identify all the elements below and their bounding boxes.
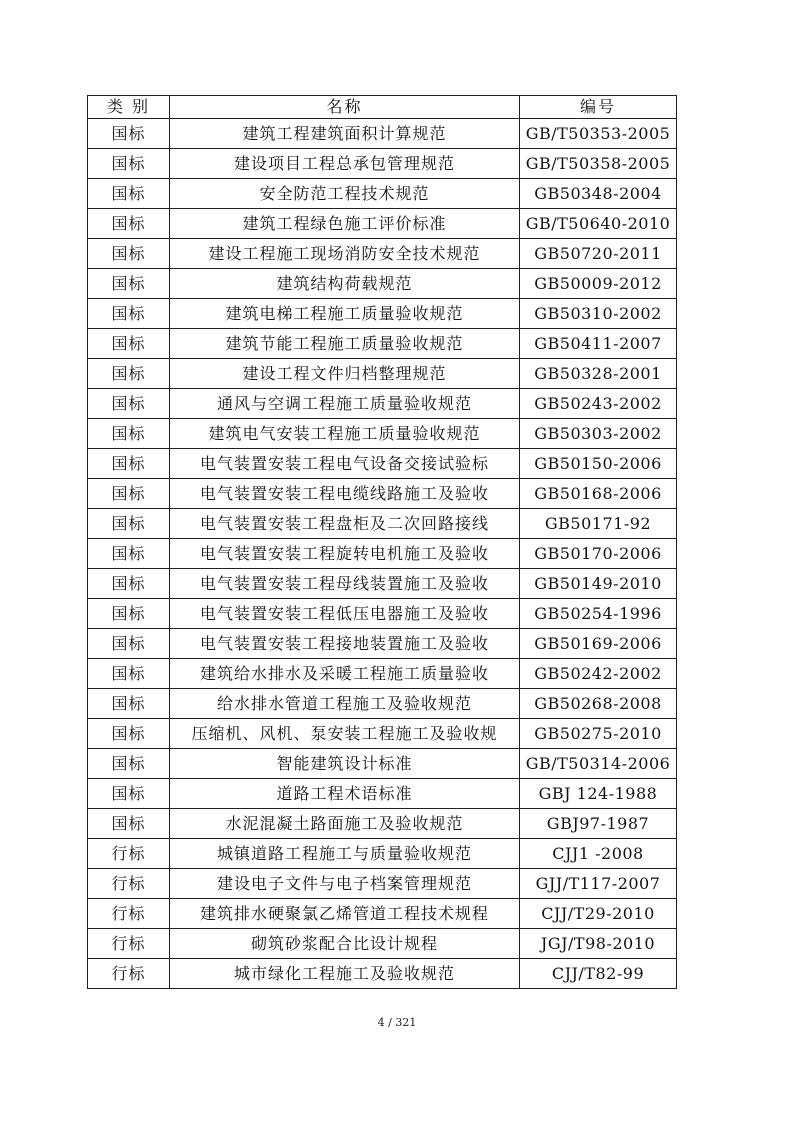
table-row xyxy=(88,479,677,509)
cell-code: CJJ/T29-2010 xyxy=(520,899,677,929)
cell-name: 建筑工程建筑面积计算规范 xyxy=(170,119,520,149)
cell-name: 建设工程文件归档整理规范 xyxy=(170,359,520,389)
cell-name: 电气装置安装工程旋转电机施工及验收 xyxy=(170,539,520,569)
table-row xyxy=(88,449,677,479)
cell-category: 国标 xyxy=(88,299,170,329)
table-row xyxy=(88,119,677,149)
cell-name: 城市绿化工程施工及验收规范 xyxy=(170,959,520,989)
standards-table xyxy=(87,95,677,989)
table-row xyxy=(88,239,677,269)
table-row xyxy=(88,689,677,719)
cell-name: 城镇道路工程施工与质量验收规范 xyxy=(170,839,520,869)
table-row xyxy=(88,389,677,419)
cell-name: 建筑电梯工程施工质量验收规范 xyxy=(170,299,520,329)
cell-category: 国标 xyxy=(88,389,170,419)
cell-code: GB50243-2002 xyxy=(520,389,677,419)
table-row xyxy=(88,209,677,239)
cell-code: GB50169-2006 xyxy=(520,629,677,659)
cell-category: 国标 xyxy=(88,179,170,209)
cell-name: 电气装置安装工程低压电器施工及验收 xyxy=(170,599,520,629)
table-row xyxy=(88,629,677,659)
cell-code: GB50009-2012 xyxy=(520,269,677,299)
cell-name: 电气装置安装工程盘柜及二次回路接线 xyxy=(170,509,520,539)
cell-category: 国标 xyxy=(88,719,170,749)
cell-code: GBJ 124-1988 xyxy=(520,779,677,809)
cell-category: 国标 xyxy=(88,659,170,689)
table-row xyxy=(88,569,677,599)
cell-category: 行标 xyxy=(88,929,170,959)
cell-category: 国标 xyxy=(88,599,170,629)
table-row xyxy=(88,659,677,689)
cell-category: 行标 xyxy=(88,869,170,899)
table-row xyxy=(88,809,677,839)
table-row xyxy=(88,929,677,959)
cell-category: 国标 xyxy=(88,749,170,779)
cell-name: 建筑工程绿色施工评价标准 xyxy=(170,209,520,239)
cell-code: GB50242-2002 xyxy=(520,659,677,689)
cell-code: GB50720-2011 xyxy=(520,239,677,269)
table-row xyxy=(88,359,677,389)
cell-category: 行标 xyxy=(88,959,170,989)
cell-code: GB50411-2007 xyxy=(520,329,677,359)
table-body xyxy=(88,119,677,989)
table-row xyxy=(88,179,677,209)
cell-category: 国标 xyxy=(88,449,170,479)
cell-code: GB50150-2006 xyxy=(520,449,677,479)
cell-name: 砌筑砂浆配合比设计规程 xyxy=(170,929,520,959)
cell-code: GBJ97-1987 xyxy=(520,809,677,839)
cell-category: 国标 xyxy=(88,269,170,299)
table-row xyxy=(88,539,677,569)
cell-name: 给水排水管道工程施工及验收规范 xyxy=(170,689,520,719)
cell-category: 国标 xyxy=(88,419,170,449)
table-row xyxy=(88,959,677,989)
cell-code: GB50170-2006 xyxy=(520,539,677,569)
cell-category: 国标 xyxy=(88,239,170,269)
cell-code: GJJ/T117-2007 xyxy=(520,869,677,899)
cell-name: 电气装置安装工程母线装置施工及验收 xyxy=(170,569,520,599)
cell-name: 建筑节能工程施工质量验收规范 xyxy=(170,329,520,359)
table-row xyxy=(88,269,677,299)
cell-code: GB50168-2006 xyxy=(520,479,677,509)
table-row xyxy=(88,839,677,869)
cell-code: GB/T50358-2005 xyxy=(520,149,677,179)
cell-category: 国标 xyxy=(88,209,170,239)
table-row xyxy=(88,749,677,779)
cell-category: 国标 xyxy=(88,809,170,839)
cell-name: 建筑电气安装工程施工质量验收规范 xyxy=(170,419,520,449)
cell-code: GB50275-2010 xyxy=(520,719,677,749)
table-row xyxy=(88,719,677,749)
cell-category: 国标 xyxy=(88,119,170,149)
table-row xyxy=(88,779,677,809)
cell-code: GB50348-2004 xyxy=(520,179,677,209)
cell-name: 电气装置安装工程电缆线路施工及验收 xyxy=(170,479,520,509)
cell-code: GB/T50353-2005 xyxy=(520,119,677,149)
cell-name: 安全防范工程技术规范 xyxy=(170,179,520,209)
cell-name: 电气装置安装工程电气设备交接试验标 xyxy=(170,449,520,479)
cell-category: 国标 xyxy=(88,779,170,809)
table-row xyxy=(88,509,677,539)
table-header-row xyxy=(88,96,677,119)
cell-category: 国标 xyxy=(88,479,170,509)
table-row xyxy=(88,419,677,449)
table-row xyxy=(88,599,677,629)
cell-code: GB/T50314-2006 xyxy=(520,749,677,779)
cell-category: 国标 xyxy=(88,509,170,539)
page-number: 4 / 321 xyxy=(377,1016,417,1029)
cell-category: 国标 xyxy=(88,689,170,719)
cell-name: 智能建筑设计标准 xyxy=(170,749,520,779)
cell-code: GB50310-2002 xyxy=(520,299,677,329)
cell-name: 建筑排水硬聚氯乙烯管道工程技术规程 xyxy=(170,899,520,929)
cell-category: 国标 xyxy=(88,149,170,179)
cell-category: 国标 xyxy=(88,359,170,389)
header-category: 类 别 xyxy=(88,96,170,119)
cell-code: GB50171-92 xyxy=(520,509,677,539)
cell-name: 水泥混凝土路面施工及验收规范 xyxy=(170,809,520,839)
cell-name: 通风与空调工程施工质量验收规范 xyxy=(170,389,520,419)
cell-code: JGJ/T98-2010 xyxy=(520,929,677,959)
cell-name: 压缩机、风机、泵安装工程施工及验收规 xyxy=(170,719,520,749)
cell-code: GB50303-2002 xyxy=(520,419,677,449)
cell-category: 行标 xyxy=(88,899,170,929)
cell-name: 建筑给水排水及采暖工程施工质量验收 xyxy=(170,659,520,689)
cell-name: 电气装置安装工程接地装置施工及验收 xyxy=(170,629,520,659)
header-code: 编号 xyxy=(520,96,677,119)
cell-code: CJJ/T82-99 xyxy=(520,959,677,989)
cell-category: 国标 xyxy=(88,539,170,569)
cell-name: 建筑结构荷载规范 xyxy=(170,269,520,299)
table-row xyxy=(88,869,677,899)
cell-code: GB50254-1996 xyxy=(520,599,677,629)
cell-code: GB/T50640-2010 xyxy=(520,209,677,239)
cell-category: 国标 xyxy=(88,569,170,599)
table-row xyxy=(88,149,677,179)
cell-name: 建设电子文件与电子档案管理规范 xyxy=(170,869,520,899)
cell-code: GB50149-2010 xyxy=(520,569,677,599)
cell-name: 道路工程术语标准 xyxy=(170,779,520,809)
cell-code: GB50328-2001 xyxy=(520,359,677,389)
cell-category: 行标 xyxy=(88,839,170,869)
header-name: 名称 xyxy=(170,96,520,119)
table-row xyxy=(88,899,677,929)
cell-category: 国标 xyxy=(88,329,170,359)
table-row xyxy=(88,329,677,359)
cell-name: 建设工程施工现场消防安全技术规范 xyxy=(170,239,520,269)
cell-name: 建设项目工程总承包管理规范 xyxy=(170,149,520,179)
cell-code: CJJ1 -2008 xyxy=(520,839,677,869)
cell-category: 国标 xyxy=(88,629,170,659)
cell-code: GB50268-2008 xyxy=(520,689,677,719)
table-row xyxy=(88,299,677,329)
